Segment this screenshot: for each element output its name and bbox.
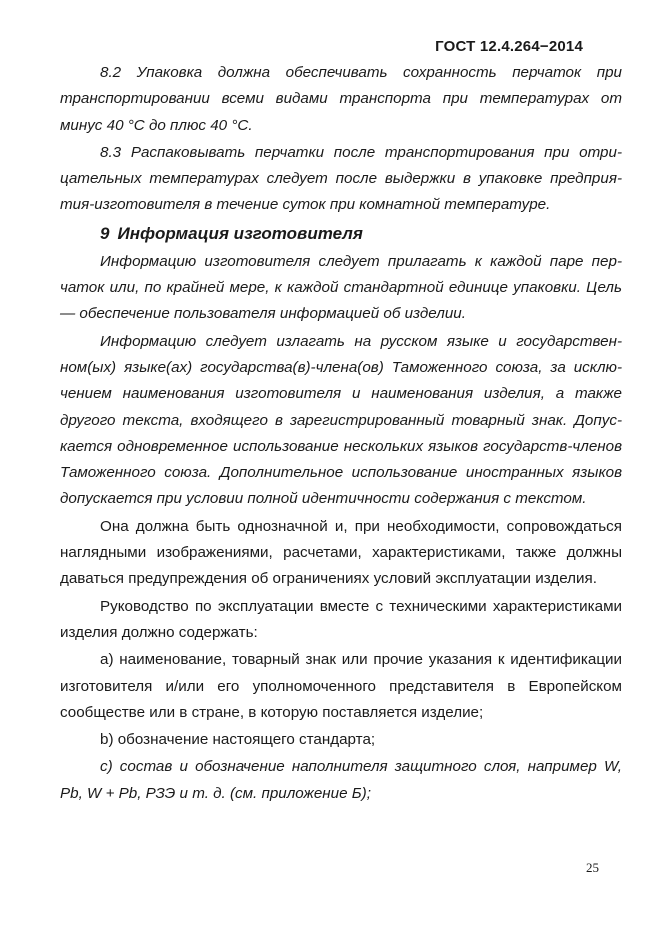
document-number: ГОСТ 12.4.264−2014 xyxy=(435,38,583,55)
paragraph-info-2: Информацию следует излагать на русском языке и государственном(ых) языке(ах) государства(в)-члена(ов) Таможенного союза, за исключением наименования изготовителя и наименования изделия, а также другого текста, входящего в зарегистрированный товарный знак. Допускается одновременное использование нескольких языков государств-членов Таможенного союза. Дополнительное использование иностранных языков допускается при условии полной идентичности содержания с текстом. xyxy=(60,332,622,508)
page-content xyxy=(60,60,622,807)
section-9-heading xyxy=(60,219,622,249)
paragraph-info-4: Руководство по эксплуатации вместе с техническими характеристиками изделия должно содержать: xyxy=(60,597,622,641)
paragraph-info-3: Она должна быть однозначной и, при необходимости, сопровождаться наглядными изображениями, расчетами, характеристиками, также должны даваться предупреждения об ограничениях условий эксплуатации изделия. xyxy=(60,517,622,588)
list-item-a: а) наименование, товарный знак или прочие указания к идентификации изготовителя и/или его уполномоченного представителя в Европейском сообществе или в стране, в которую поставляется изделие; xyxy=(60,651,622,721)
paragraph-8-3: 8.3 Распаковывать перчатки после транспортирования при отрицательных температурах следует после выдержки в упаковке предприятия-изготовителя в течение суток при комнатной температуре. xyxy=(60,143,622,214)
list-item-c: с) состав и обозначение наполнителя защитного слоя, например W, Pb, W + Pb, РЗЭ и т. д. (см. приложение Б); xyxy=(60,758,622,802)
section-title: Информация изготовителя xyxy=(117,223,363,243)
paragraph-8-2: 8.2 Упаковка должна обеспечивать сохранность перчаток при транспортировании всеми видами транспорта при температурах от минус 40 °С до плюс 40 °С. xyxy=(60,64,622,134)
list-item-b: b) обозначение настоящего стандарта; xyxy=(100,731,376,749)
paragraph-info-1: Информацию изготовителя следует прилагать к каждой паре перчаток или, по крайней мере, к каждой стандартной единице упаковки. Цель — обеспечение пользователя информацией об изделии. xyxy=(60,252,622,323)
page-number: 25 xyxy=(586,860,599,875)
section-number: 9 xyxy=(100,223,110,243)
